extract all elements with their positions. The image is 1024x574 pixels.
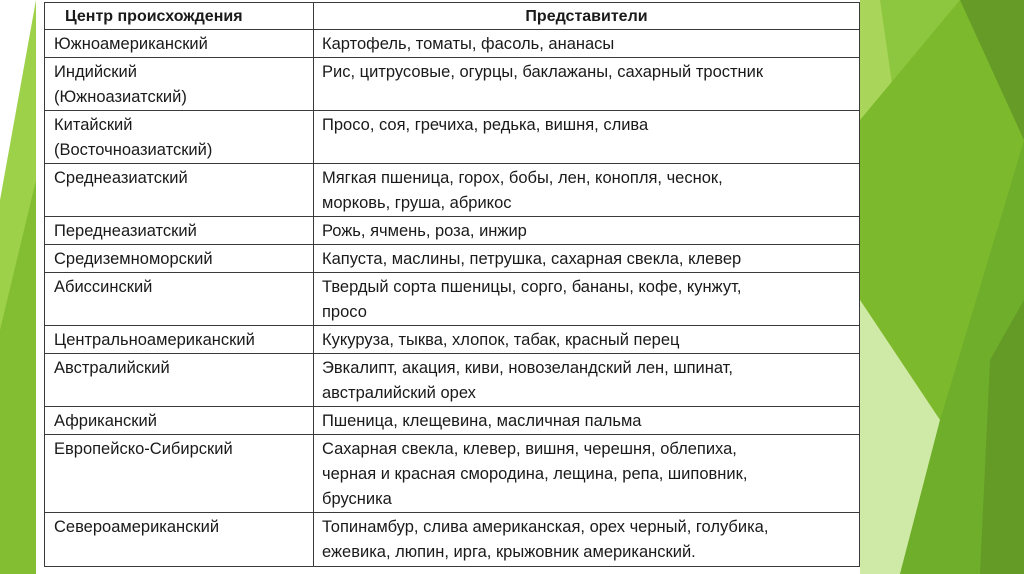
representatives-cell: Капуста, маслины, петрушка, сахарная свекла, клевер [314, 245, 860, 273]
center-cell: Африканский [45, 407, 314, 435]
table-row [45, 217, 860, 245]
representatives-cell: Пшеница, клещевина, масличная пальма [314, 407, 860, 435]
representatives-cell: Мягкая пшеница, горох, бобы, лен, конопля, чеснок, морковь, груша, абрикос [314, 164, 860, 217]
representatives-cell: Эвкалипт, акация, киви, новозеландский лен, шпинат, австралийский орех [314, 354, 860, 407]
center-cell: Австралийский [45, 354, 314, 407]
center-cell: Североамериканский [45, 513, 314, 567]
table-row [45, 354, 860, 407]
center-cell: Китайский (Восточноазиатский) [45, 111, 314, 164]
header-center: Центр происхождения [45, 3, 314, 30]
table-row [45, 111, 860, 164]
center-cell: Европейско-Сибирский [45, 435, 314, 513]
table-row [45, 407, 860, 435]
representatives-cell: Твердый сорта пшеницы, сорго, бананы, кофе, кунжут, просо [314, 273, 860, 326]
center-cell: Абиссинский [45, 273, 314, 326]
representatives-cell: Рис, цитрусовые, огурцы, баклажаны, сахарный тростник [314, 58, 860, 111]
center-cell: Переднеазиатский [45, 217, 314, 245]
table-header-row [45, 3, 860, 30]
representatives-cell: Сахарная свекла, клевер, вишня, черешня, облепиха, черная и красная смородина, лещина, репа, шиповник, брусника [314, 435, 860, 513]
table-row [45, 273, 860, 326]
center-cell: Среднеазиатский [45, 164, 314, 217]
table-row [45, 164, 860, 217]
table-row [45, 326, 860, 354]
table-row [45, 58, 860, 111]
table-row [45, 435, 860, 513]
center-cell: Южноамериканский [45, 30, 314, 58]
table-row [45, 513, 860, 567]
center-cell: Центральноамериканский [45, 326, 314, 354]
table-row [45, 30, 860, 58]
representatives-cell: Просо, соя, гречиха, редька, вишня, слива [314, 111, 860, 164]
table-container [44, 2, 860, 561]
representatives-cell: Картофель, томаты, фасоль, ананасы [314, 30, 860, 58]
header-representatives: Представители [314, 3, 860, 30]
center-cell: Средиземноморский [45, 245, 314, 273]
center-cell: Индийский (Южноазиатский) [45, 58, 314, 111]
representatives-cell: Топинамбур, слива американская, орех черный, голубика, ежевика, люпин, ирга, крыжовник американский. [314, 513, 860, 567]
table-row [45, 245, 860, 273]
representatives-cell: Рожь, ячмень, роза, инжир [314, 217, 860, 245]
representatives-cell: Кукуруза, тыква, хлопок, табак, красный перец [314, 326, 860, 354]
origin-centers-table [44, 2, 860, 567]
